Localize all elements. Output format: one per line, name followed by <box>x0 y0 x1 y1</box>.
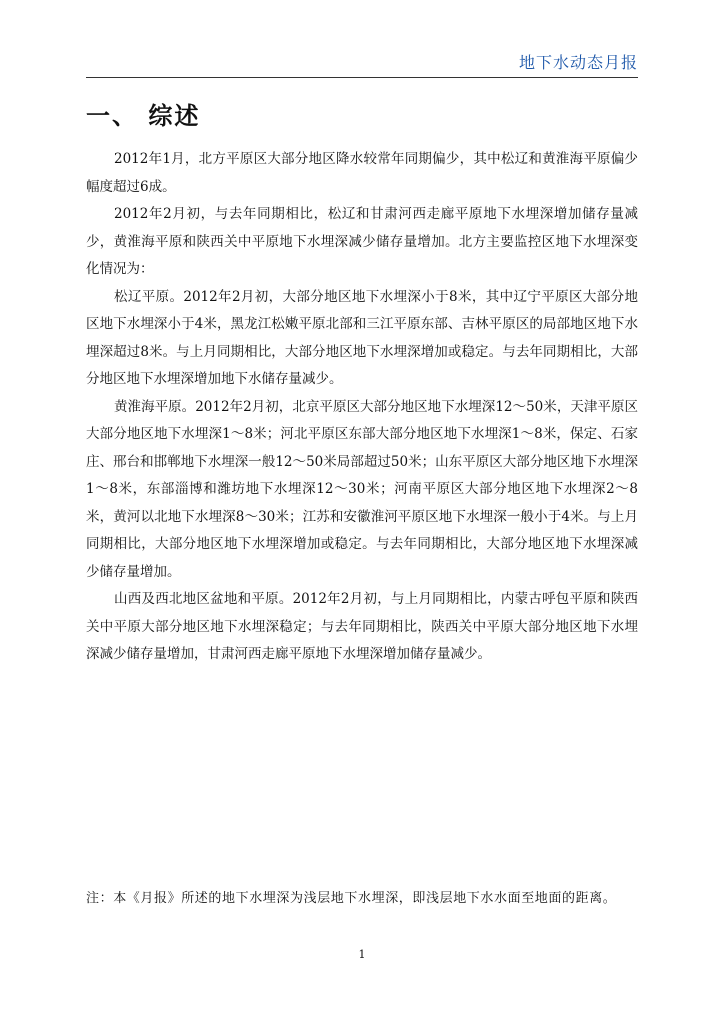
section-title: 一、 综述 <box>86 102 201 130</box>
report-header-title: 地下水动态月报 <box>518 53 638 72</box>
footnote: 注：本《月报》所述的地下水埋深为浅层地下水埋深，即浅层地下水水面至地面的距离。 <box>86 891 617 906</box>
paragraph-songliao: 松辽平原。2012年2月初，大部分地区地下水埋深小于8米，其中辽宁平原区大部分地区地下水埋深小于4米，黑龙江松嫩平原北部和三江平原东部、吉林平原区的局部地区地下水埋深超过8米。与上月同期相比，大部分地区地下水埋深增加或稳定。与去年同期相比，大部分地区地下水埋深增加地下水储存量减少。 <box>86 288 638 387</box>
paragraph-huanghuaihai: 黄淮海平原。2012年2月初，北京平原区大部分地区地下水埋深12～50米，天津平原区大部分地区地下水埋深1～8米；河北平原区东部大部分地区地下水埋深1～8米，保定、石家庄、邢台和邯郸地下水埋深一般12～50米局部超过50米；山东平原区大部分地区地下水埋深1～8米，东部淄博和潍坊地下水埋深12～30米；河南平原区大部分地区地下水埋深2～8米，黄河以北地下水埋深8～30米；江苏和安徽淮河平原区地下水埋深一般小于4米。与上月同期相比，大部分地区地下水埋深增加或稳定。与去年同期相比，大部分地区地下水埋深减少储存量增加。 <box>86 398 638 580</box>
paragraph-overview: 2012年2月初，与去年同期相比，松辽和甘肃河西走廊平原地下水埋深增加储存量减少，黄淮海平原和陕西关中平原地下水埋深减少储存量增加。北方主要监控区地下水埋深变化情况为： <box>86 206 638 277</box>
page-number: 1 <box>358 948 366 961</box>
body-text <box>86 146 638 669</box>
header-divider <box>86 77 638 78</box>
paragraph-shanxi-northwest: 山西及西北地区盆地和平原。2012年2月初，与上月同期相比，内蒙古呼包平原和陕西关中平原大部分地区地下水埋深稳定；与去年同期相比，陕西关中平原大部分地区地下水埋深减少储存量增加，甘肃河西走廊平原地下水埋深增加储存量减少。 <box>86 591 638 662</box>
paragraph-precipitation: 2012年1月，北方平原区大部分地区降水较常年同期偏少，其中松辽和黄淮海平原偏少幅度超过6成。 <box>86 151 638 195</box>
